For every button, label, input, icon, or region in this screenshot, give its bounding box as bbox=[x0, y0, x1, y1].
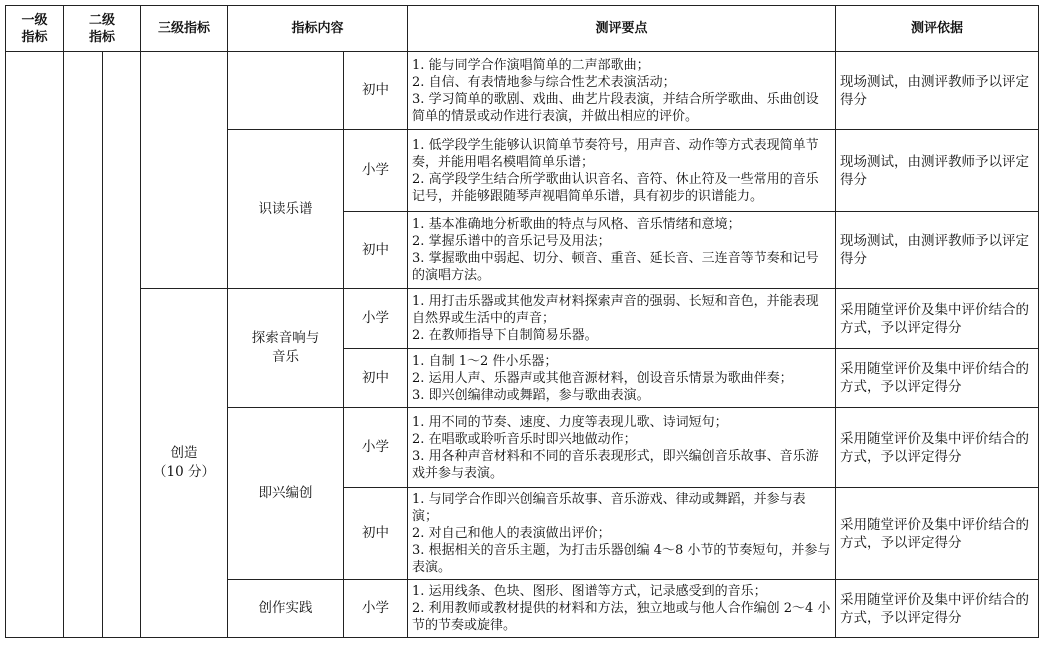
points-cell bbox=[408, 130, 836, 212]
table-row bbox=[6, 289, 1039, 349]
header-level2: 二级 指标 bbox=[64, 6, 141, 52]
stage-cell: 小学 bbox=[344, 130, 408, 212]
basis-cell: 采用随堂评价及集中评价结合的方式，予以评定得分 bbox=[836, 488, 1039, 580]
level2-cell-left bbox=[64, 52, 103, 638]
header-basis: 测评依据 bbox=[836, 6, 1039, 52]
level3-create bbox=[141, 289, 228, 638]
stage-cell: 小学 bbox=[344, 580, 408, 638]
content-cell-continued bbox=[228, 52, 344, 130]
level3-cell-upper bbox=[141, 52, 228, 289]
point-item: 1. 自制 1～2 件小乐器； bbox=[412, 353, 558, 369]
points-cell bbox=[408, 289, 836, 349]
content-practice: 创作实践 bbox=[228, 580, 344, 638]
basis-cell: 现场测试，由测评教师予以评定得分 bbox=[836, 212, 1039, 289]
point-item: 1. 基本准确地分析歌曲的特点与风格、音乐情绪和意境； bbox=[412, 217, 741, 232]
basis-cell: 现场测试，由测评教师予以评定得分 bbox=[836, 130, 1039, 212]
point-item: 3. 掌握歌曲中弱起、切分、顿音、重音、延长音、三连音等节奏和记号的演唱方法。 bbox=[412, 251, 819, 283]
stage-cell: 初中 bbox=[344, 488, 408, 580]
points-cell bbox=[408, 52, 836, 130]
create-label: 创造 bbox=[170, 445, 198, 461]
point-item: 3. 即兴创编律动或舞蹈，参与歌曲表演。 bbox=[412, 387, 650, 403]
point-item: 3. 学习简单的歌剧、戏曲、曲艺片段表演，并结合所学歌曲、乐曲创设简单的情景或动作进行表演，并做出相应的评价。 bbox=[412, 91, 819, 124]
point-item: 2. 高学段学生结合所学歌曲认识音名、音符、休止符及一些常用的音乐记号，并能够跟随琴声视唱简单乐谱，具有初步的识谱能力。 bbox=[412, 171, 819, 204]
point-item: 2. 在唱歌或聆听音乐时即兴地做动作； bbox=[412, 431, 637, 447]
content-read-score: 识读乐谱 bbox=[228, 130, 344, 289]
points-cell bbox=[408, 212, 836, 289]
header-level1: 一级 指标 bbox=[6, 6, 64, 52]
point-item: 1. 运用线条、色块、图形、图谱等方式，记录感受到的音乐； bbox=[412, 584, 767, 599]
point-item: 2. 掌握乐谱中的音乐记号及用法； bbox=[412, 234, 611, 249]
point-item: 2. 对自己和他人的表演做出评价； bbox=[412, 526, 611, 541]
basis-cell: 采用随堂评价及集中评价结合的方式，予以评定得分 bbox=[836, 289, 1039, 349]
points-cell bbox=[408, 488, 836, 580]
header-content: 指标内容 bbox=[228, 6, 408, 52]
header-level3: 三级指标 bbox=[141, 6, 228, 52]
point-item: 3. 用各种声音材料和不同的音乐表现形式，即兴编创音乐故事、音乐游戏并参与表演。 bbox=[412, 448, 819, 481]
level1-cell bbox=[6, 52, 64, 638]
basis-cell: 采用随堂评价及集中评价结合的方式，予以评定得分 bbox=[836, 349, 1039, 408]
level2-cell-right bbox=[103, 52, 141, 638]
stage-cell: 初中 bbox=[344, 349, 408, 408]
table-row bbox=[6, 52, 1039, 130]
point-item: 2. 在教师指导下自制简易乐器。 bbox=[412, 328, 598, 343]
point-item: 2. 自信、有表情地参与综合性艺术表演活动； bbox=[412, 74, 676, 90]
header-points: 测评要点 bbox=[408, 6, 836, 52]
point-item: 1. 低学段学生能够认识简单节奏符号，用声音、动作等方式表现简单节奏，并能用唱名模唱简单乐谱； bbox=[412, 137, 819, 170]
stage-cell: 初中 bbox=[344, 52, 408, 130]
stage-cell: 小学 bbox=[344, 289, 408, 349]
points-cell bbox=[408, 580, 836, 638]
header-row bbox=[6, 6, 1039, 52]
content-explore: 探索音响与 音乐 bbox=[228, 289, 344, 408]
create-score: （10 分） bbox=[153, 464, 215, 480]
point-item: 1. 与同学合作即兴创编音乐故事、音乐游戏、律动或舞蹈，并参与表演； bbox=[412, 492, 806, 524]
evaluation-table bbox=[5, 5, 1039, 638]
stage-cell: 小学 bbox=[344, 408, 408, 488]
point-item: 1. 能与同学合作演唱简单的二声部歌曲； bbox=[412, 57, 650, 73]
basis-cell: 采用随堂评价及集中评价结合的方式，予以评定得分 bbox=[836, 408, 1039, 488]
point-item: 1. 用打击乐器或其他发声材料探索声音的强弱、长短和音色，并能表现自然界或生活中的声音； bbox=[412, 294, 819, 326]
point-item: 2. 运用人声、乐器声或其他音源材料，创设音乐情景为歌曲伴奏； bbox=[412, 370, 793, 386]
points-cell bbox=[408, 408, 836, 488]
point-item: 3. 根据相关的音乐主题，为打击乐器创编 4～8 小节的节奏短句，并参与表演。 bbox=[412, 543, 831, 575]
point-item: 2. 利用教师或教材提供的材料和方法，独立地或与他人合作编创 2～4 小节的节奏或旋律。 bbox=[412, 601, 831, 633]
stage-cell: 初中 bbox=[344, 212, 408, 289]
content-improvise: 即兴编创 bbox=[228, 408, 344, 580]
point-item: 1. 用不同的节奏、速度、力度等表现儿歌、诗词短句； bbox=[412, 414, 728, 430]
basis-cell: 现场测试，由测评教师予以评定得分 bbox=[836, 52, 1039, 130]
points-cell bbox=[408, 349, 836, 408]
basis-cell: 采用随堂评价及集中评价结合的方式，予以评定得分 bbox=[836, 580, 1039, 638]
